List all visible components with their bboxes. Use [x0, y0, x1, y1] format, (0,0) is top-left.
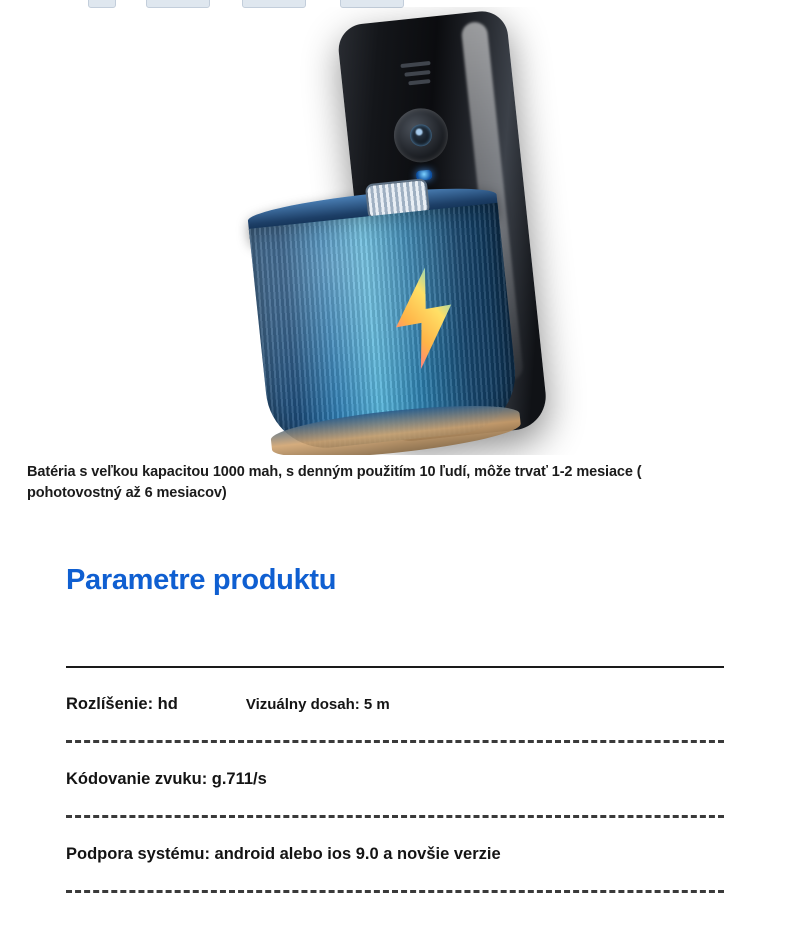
page-title: Parametre produktu — [66, 564, 337, 596]
spec-system-support: Podpora systému: android alebo ios 9.0 a novšie verzie — [66, 844, 501, 863]
device-illustration — [214, 7, 606, 455]
spec-audio-coding: Kódovanie zvuku: g.711/s — [66, 769, 267, 788]
spec-table — [66, 666, 724, 893]
table-row — [66, 743, 724, 815]
spec-divider-dashed-3 — [66, 890, 724, 893]
spec-resolution: Rozlíšenie: hd — [66, 694, 178, 713]
table-row — [66, 668, 724, 740]
hero-caption: Batéria s veľkou kapacitou 1000 mah, s denným použitím 10 ľudí, môže trvať 1-2 mesiace ( pohotovostný až 6 mesiacov) — [27, 464, 642, 502]
product-hero-image — [0, 7, 790, 455]
speaker-grille-icon — [400, 61, 437, 94]
top-tab-strip — [0, 0, 790, 7]
spec-visual-range: Vizuálny dosah: 5 m — [245, 695, 390, 713]
table-row — [66, 818, 724, 890]
lightning-bolt-icon — [362, 254, 487, 381]
